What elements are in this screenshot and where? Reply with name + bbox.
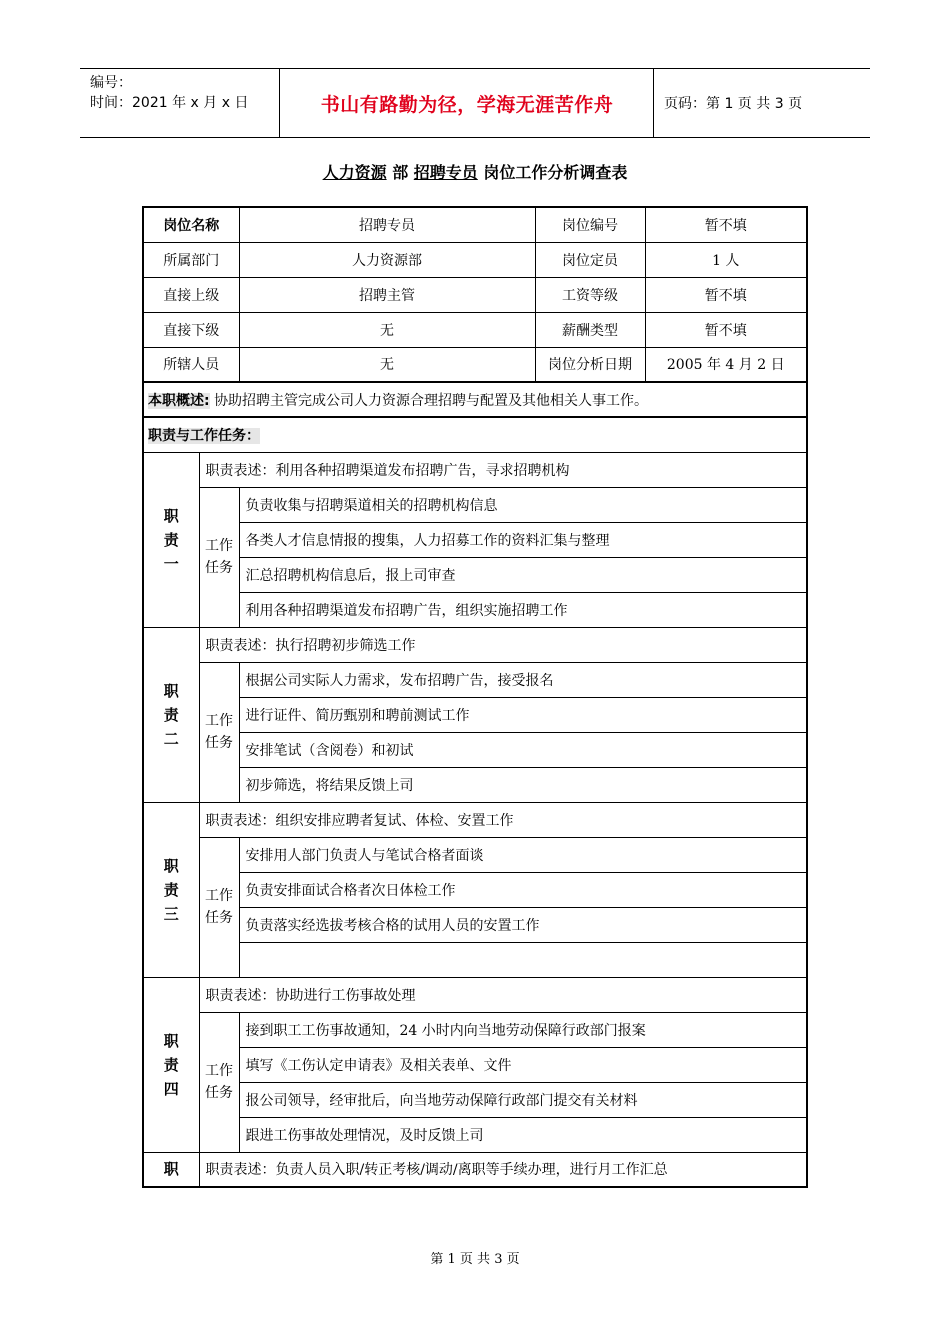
task-label <box>199 837 239 977</box>
summary-cell <box>143 382 807 417</box>
summary-row <box>143 382 807 417</box>
duties-heading-row <box>143 417 807 452</box>
task-row <box>143 662 807 697</box>
task-label <box>199 662 239 802</box>
task-label-line: 任务 <box>205 560 233 576</box>
task-row <box>143 732 807 767</box>
task-row <box>143 592 807 627</box>
task-label-line: 任务 <box>205 910 233 926</box>
task-item: 进行证件、简历甄别和聘前测试工作 <box>239 697 807 732</box>
duty-statement: 职责表述：利用各种招聘渠道发布招聘广告，寻求招聘机构 <box>199 452 807 487</box>
task-label <box>199 487 239 627</box>
task-item: 安排笔试（含阅卷）和初试 <box>239 732 807 767</box>
info-value: 无 <box>239 347 535 382</box>
task-item: 负责安排面试合格者次日体检工作 <box>239 872 807 907</box>
task-item: 报公司领导，经审批后，向当地劳动保障行政部门提交有关材料 <box>239 1082 807 1117</box>
task-label-line: 工作 <box>205 1063 233 1079</box>
info-label: 岗位名称 <box>143 207 239 242</box>
task-item: 利用各种招聘渠道发布招聘广告，组织实施招聘工作 <box>239 592 807 627</box>
info-value: 暂不填 <box>645 277 807 312</box>
page-footer: 第 1 页 共 3 页 <box>430 1252 520 1267</box>
task-row <box>143 557 807 592</box>
task-row <box>143 767 807 802</box>
info-value: 招聘主管 <box>239 277 535 312</box>
page-header <box>80 68 870 138</box>
duty-label <box>143 977 199 1152</box>
task-label <box>199 1012 239 1152</box>
title-position: 招聘专员 <box>413 163 478 182</box>
task-row <box>143 872 807 907</box>
job-analysis-table <box>142 206 806 1188</box>
duty-statement-row <box>143 802 807 837</box>
summary-text: 协助招聘主管完成公司人力资源合理招聘与配置及其他相关人事工作。 <box>214 392 649 409</box>
title-dept-suffix: 部 <box>392 163 409 182</box>
info-label: 岗位定员 <box>535 242 645 277</box>
info-label: 薪酬类型 <box>535 312 645 347</box>
duty-label-char: 职 <box>163 856 179 875</box>
duty-label <box>143 627 199 802</box>
info-label: 直接上级 <box>143 277 239 312</box>
task-label-line: 工作 <box>205 713 233 729</box>
duty-label-char: 责 <box>163 1055 179 1074</box>
title-rest: 岗位工作分析调查表 <box>483 163 628 182</box>
summary-label: 本职概述: <box>148 392 210 409</box>
task-item: 各类人才信息情报的搜集，人力招募工作的资料汇集与整理 <box>239 522 807 557</box>
info-value: 无 <box>239 312 535 347</box>
info-row <box>143 347 807 382</box>
info-label: 岗位分析日期 <box>535 347 645 382</box>
duty-label-char: 责 <box>163 880 179 899</box>
header-motto: 书山有路勤为径，学海无涯苦作舟 <box>281 69 654 137</box>
task-item: 汇总招聘机构信息后，报上司审查 <box>239 557 807 592</box>
info-value: 2005 年 4 月 2 日 <box>645 347 807 382</box>
info-value: 暂不填 <box>645 312 807 347</box>
info-row <box>143 277 807 312</box>
duty-statement: 职责表述：协助进行工伤事故处理 <box>199 977 807 1012</box>
info-row <box>143 207 807 242</box>
duty-label-char: 职 <box>163 506 179 525</box>
header-number-label: 编号： <box>90 75 132 91</box>
duty-statement: 职责表述：执行招聘初步筛选工作 <box>199 627 807 662</box>
task-row <box>143 837 807 872</box>
info-label: 直接下级 <box>143 312 239 347</box>
duty-label-char: 三 <box>163 904 179 923</box>
info-row <box>143 242 807 277</box>
task-item: 填写《工伤认定申请表》及相关表单、文件 <box>239 1047 807 1082</box>
task-label-line: 工作 <box>205 538 233 554</box>
task-item: 负责落实经选拔考核合格的试用人员的安置工作 <box>239 907 807 942</box>
task-item: 跟进工伤事故处理情况，及时反馈上司 <box>239 1117 807 1152</box>
duty-label <box>143 452 199 627</box>
duty-statement-row <box>143 452 807 487</box>
duties-heading-cell <box>143 417 807 452</box>
duty-label-char: 职 <box>163 1031 179 1050</box>
header-time-label: 时间：2021 年 x 月 x 日 <box>90 95 249 111</box>
duty-label-char: 职 <box>163 681 179 700</box>
task-row <box>143 522 807 557</box>
duty-label-char: 一 <box>163 554 179 573</box>
task-item: 根据公司实际人力需求，发布招聘广告，接受报名 <box>239 662 807 697</box>
title-dept: 人力资源 <box>322 163 387 182</box>
duty-label-char: 职 <box>163 1160 179 1179</box>
duty-statement: 职责表述：组织安排应聘者复试、体检、安置工作 <box>199 802 807 837</box>
duty-label-char: 责 <box>163 530 179 549</box>
task-row <box>143 942 807 977</box>
info-label: 所辖人员 <box>143 347 239 382</box>
info-label: 工资等级 <box>535 277 645 312</box>
duty-statement-row <box>143 977 807 1012</box>
info-value: 招聘专员 <box>239 207 535 242</box>
info-value: 1 人 <box>645 242 807 277</box>
task-row <box>143 1012 807 1047</box>
document-title <box>0 160 950 183</box>
info-row <box>143 312 807 347</box>
duty-label-char: 四 <box>163 1079 179 1098</box>
task-row <box>143 1082 807 1117</box>
header-meta <box>80 69 280 137</box>
task-label-line: 任务 <box>205 735 233 751</box>
duty-statement-row <box>143 627 807 662</box>
info-value: 暂不填 <box>645 207 807 242</box>
task-label-line: 工作 <box>205 888 233 904</box>
task-row <box>143 697 807 732</box>
task-item: 负责收集与招聘渠道相关的招聘机构信息 <box>239 487 807 522</box>
duties-heading: 职责与工作任务： <box>148 427 260 444</box>
task-row <box>143 1117 807 1152</box>
task-label-line: 任务 <box>205 1085 233 1101</box>
task-row <box>143 487 807 522</box>
task-item <box>239 942 807 977</box>
duty-statement-row <box>143 1152 807 1187</box>
header-page-label: 页码：第 1 页 共 3 页 <box>664 96 803 112</box>
info-label: 岗位编号 <box>535 207 645 242</box>
task-item: 安排用人部门负责人与笔试合格者面谈 <box>239 837 807 872</box>
task-row <box>143 1047 807 1082</box>
info-label: 所属部门 <box>143 242 239 277</box>
info-value: 人力资源部 <box>239 242 535 277</box>
task-item: 接到职工工伤事故通知，24 小时内向当地劳动保障行政部门报案 <box>239 1012 807 1047</box>
duty-label <box>143 802 199 977</box>
duty-statement: 职责表述：负责人员入职/转正考核/调动/离职等手续办理，进行月工作汇总 <box>199 1152 807 1187</box>
duty-label-char: 责 <box>163 705 179 724</box>
duty-label-char: 二 <box>163 729 179 748</box>
task-item: 初步筛选，将结果反馈上司 <box>239 767 807 802</box>
task-row <box>143 907 807 942</box>
duty-label <box>143 1152 199 1187</box>
